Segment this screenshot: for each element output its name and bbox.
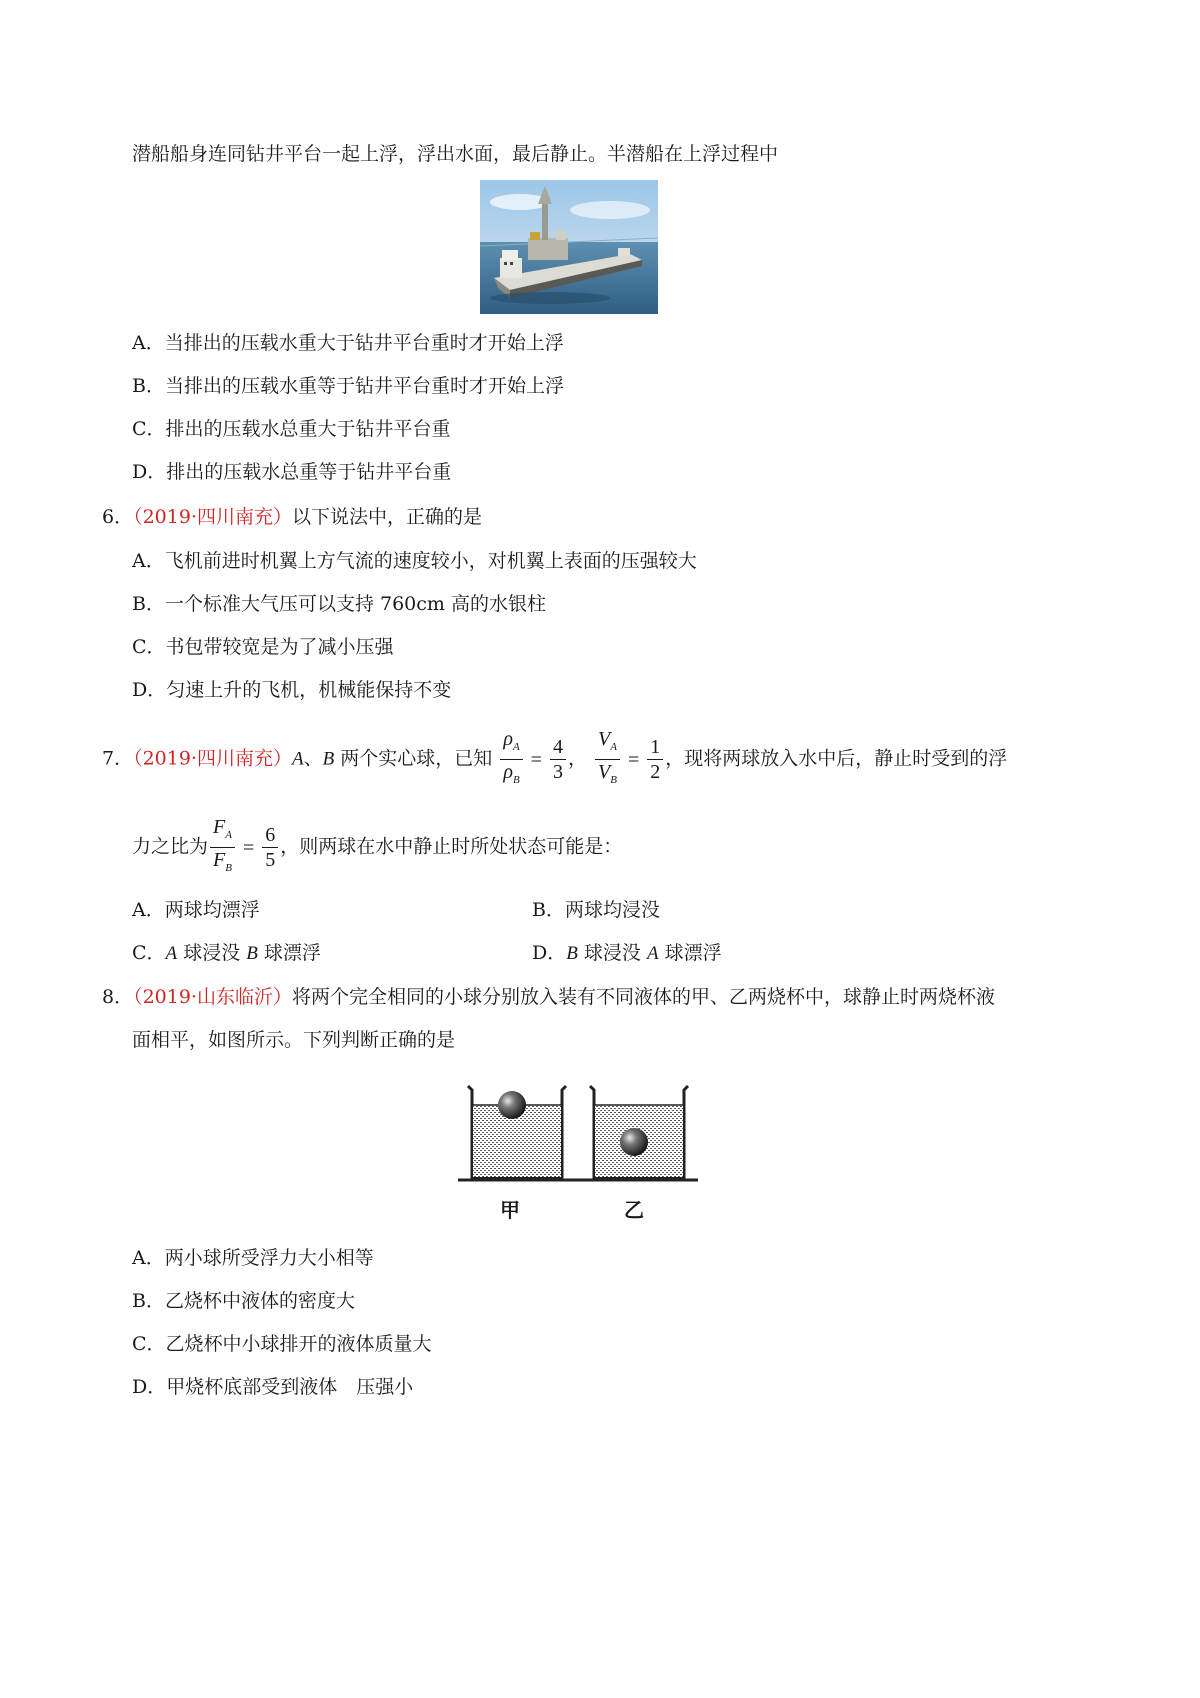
stem-text: ，现将两球放入水中后，静止时受到的浮 [665, 747, 1008, 770]
option-text: 甲烧杯底部受到液体 压强小 [166, 1376, 414, 1398]
option-label: A． [132, 550, 165, 572]
option-label: B． [132, 593, 165, 615]
beaker-yi [590, 1086, 688, 1178]
ball-label: A [646, 943, 659, 964]
q7-stem-line1 [102, 727, 1007, 792]
option-label: D． [132, 679, 167, 701]
subscript: B [610, 774, 617, 786]
q6-option-d [132, 677, 451, 703]
option-label: D． [132, 461, 167, 483]
ball-b-label: B [322, 748, 335, 770]
option-label: C． [132, 418, 166, 440]
q6-option-b [132, 591, 546, 617]
separator: ， [567, 747, 587, 770]
subscript: A [512, 741, 520, 753]
equals-sign: = [530, 748, 542, 771]
beaker-label-yi: 乙 [624, 1198, 644, 1222]
subscript: A [610, 741, 617, 753]
option-text: 书包带较宽是为了减小压强 [165, 636, 394, 658]
q5-option-b [132, 373, 564, 399]
beaker-label-jia: 甲 [500, 1198, 520, 1222]
numerator: 4 [550, 735, 566, 760]
option-label: C． [132, 1333, 166, 1355]
q6-stem [102, 504, 482, 530]
beakers-diagram [458, 1080, 698, 1230]
f-symbol: F [213, 816, 226, 838]
q8-option-b [132, 1288, 355, 1314]
subscript: B [225, 862, 232, 874]
ball-label: A [165, 943, 178, 964]
question-stem: 将两个完全相同的小球分别放入装有不同液体的甲、乙两烧杯中，球静止时两烧杯液 [292, 986, 996, 1008]
v-symbol: V [598, 761, 611, 783]
buoyancy-ratio-fraction [210, 815, 235, 880]
option-text: 球浸没 [577, 942, 647, 964]
option-text: 匀速上升的飞机，机械能保持不变 [166, 679, 452, 701]
q7-option-d [532, 940, 722, 967]
option-label: B． [132, 1290, 165, 1312]
q6-option-c [132, 634, 394, 660]
q8-stem-line2: 面相平，如图所示。下列判断正确的是 [132, 1029, 456, 1051]
equals-sign: = [627, 748, 640, 771]
option-label: A． [132, 332, 165, 354]
option-text: 排出的压载水总重等于钻井平台重 [166, 461, 452, 483]
numerator: 6 [262, 823, 278, 848]
option-label: D． [532, 942, 567, 964]
ship-photo [480, 180, 658, 314]
q6-option-a [132, 548, 697, 574]
option-text: 乙烧杯中小球排开的液体质量大 [165, 1333, 432, 1355]
option-text: 当排出的压载水重等于钻井平台重时才开始上浮 [164, 375, 564, 397]
question-source: （2019·四川南充） [133, 747, 292, 770]
stem-text: 两个实心球，已知 [334, 747, 493, 770]
denominator: 3 [552, 761, 563, 783]
density-ratio-fraction [500, 727, 522, 792]
beaker-jia [468, 1086, 566, 1178]
ball-a-label: A [292, 748, 304, 770]
denominator: 2 [650, 761, 661, 783]
stem-text: ，则两球在水中静止时所处状态可能是： [280, 835, 623, 858]
q7-option-b [532, 897, 660, 923]
separator: 、 [303, 747, 323, 770]
option-label: A． [132, 899, 165, 921]
denominator: 5 [265, 849, 276, 871]
option-text: 两小球所受浮力大小相等 [164, 1247, 374, 1269]
rho-symbol: ρ [503, 728, 513, 750]
option-label: C． [132, 942, 166, 964]
option-text: 两球均漂浮 [164, 899, 260, 921]
density-ratio-value [550, 735, 566, 784]
q7-option-a [132, 897, 260, 923]
subscript: B [512, 774, 520, 786]
rho-symbol: ρ [503, 761, 513, 783]
buoyancy-ratio-value [262, 823, 278, 872]
q5-option-d [132, 459, 451, 485]
q7-option-c [132, 940, 321, 967]
ball-label: B [246, 943, 258, 964]
option-text: 球漂浮 [658, 942, 722, 964]
equals-sign: = [242, 836, 255, 859]
numerator: 1 [647, 735, 663, 760]
question-number: 6． [102, 506, 134, 528]
option-label: C． [132, 636, 166, 658]
question-number: 7． [102, 747, 134, 770]
option-label: B． [132, 375, 165, 397]
intro-text: 潜船船身连同钻井平台一起上浮，浮出水面，最后静止。半潜船在上浮过程中 [132, 143, 779, 165]
ball-label: B [566, 943, 578, 964]
option-text: 一个标准大气压可以支持 760cm 高的水银柱 [164, 593, 546, 615]
q8-option-a [132, 1245, 374, 1271]
q5-option-c [132, 416, 451, 442]
q8-option-c [132, 1331, 432, 1357]
volume-ratio-fraction [595, 727, 620, 792]
question-stem: 以下说法中，正确的是 [292, 506, 483, 528]
option-text: 两球均浸没 [564, 899, 660, 921]
option-text: 乙烧杯中液体的密度大 [164, 1290, 355, 1312]
option-text: 飞机前进时机翼上方气流的速度较小，对机翼上表面的压强较大 [164, 550, 697, 572]
q5-option-a [132, 330, 564, 356]
question-source: （2019·四川南充） [133, 506, 292, 528]
stem-text: 力之比为 [132, 835, 209, 858]
option-label: B． [532, 899, 565, 921]
option-text: 当排出的压载水重大于钻井平台重时才开始上浮 [164, 332, 564, 354]
option-label: D． [132, 1376, 167, 1398]
subscript: A [225, 829, 232, 841]
question-source: （2019·山东临沂） [133, 986, 292, 1008]
volume-ratio-value [647, 735, 663, 784]
q7-stem-line2 [132, 815, 622, 880]
option-text: 球漂浮 [257, 942, 321, 964]
option-text: 球浸没 [177, 942, 247, 964]
option-text: 排出的压载水总重大于钻井平台重 [165, 418, 451, 440]
v-symbol: V [598, 728, 611, 750]
option-label: A． [132, 1247, 165, 1269]
q8-stem-line1 [102, 984, 995, 1010]
question-number: 8． [102, 986, 134, 1008]
f-symbol: F [213, 849, 226, 871]
q8-option-d [132, 1374, 413, 1400]
